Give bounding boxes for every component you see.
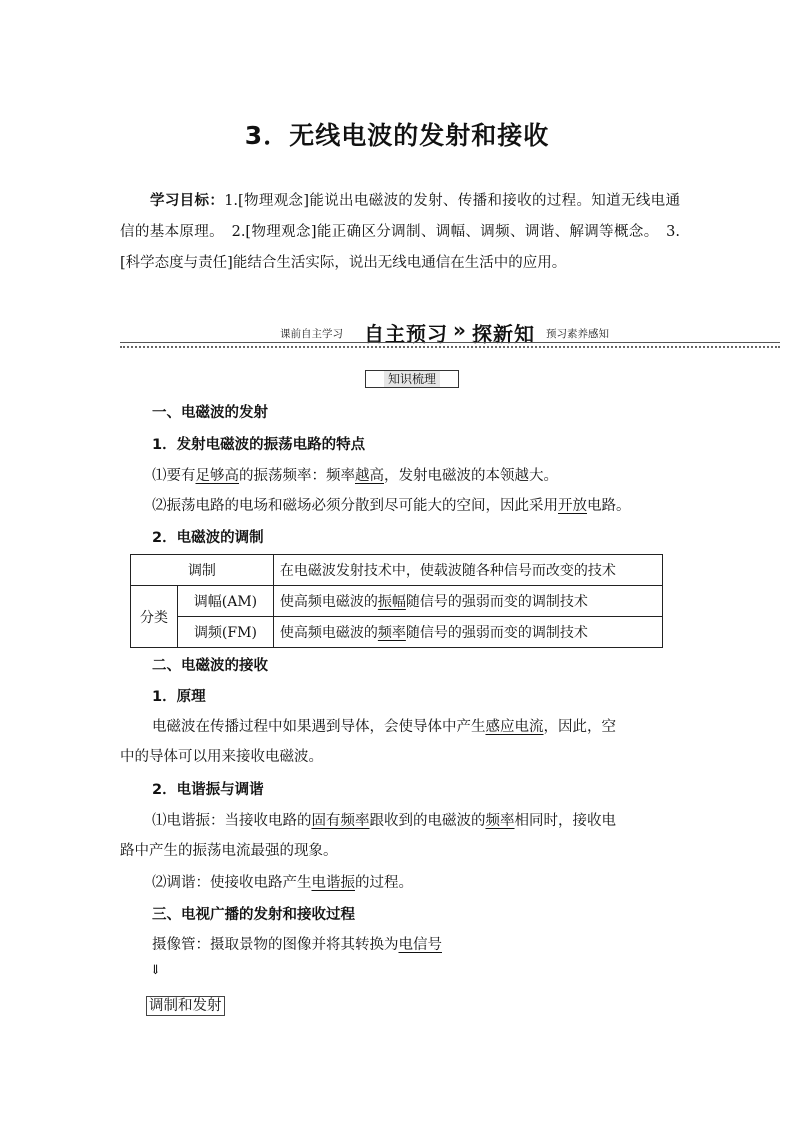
text: 随信号的强弱而变的调制技术 bbox=[405, 625, 588, 641]
text: ⑴电谐振：当接收电路的 bbox=[152, 813, 312, 829]
table-row bbox=[131, 617, 663, 648]
text: 电磁波在传播过程中如果遇到导体，会使导体中产生 bbox=[152, 719, 486, 735]
text: ⑵调谐：使接收电路产生 bbox=[152, 875, 312, 891]
banner-rule bbox=[120, 342, 780, 343]
answer-blank: 电信号 bbox=[398, 937, 442, 953]
text: 电路。 bbox=[587, 498, 631, 514]
table-row bbox=[131, 555, 663, 586]
down-arrow-icon: ⇓ bbox=[150, 963, 161, 978]
table-cell: 分类 bbox=[131, 586, 178, 648]
table-cell bbox=[273, 586, 662, 617]
modulation-table bbox=[130, 554, 663, 648]
banner-arrow-icon: » bbox=[453, 318, 467, 342]
page-title: 3．无线电波的发射和接收 bbox=[244, 121, 550, 150]
heading-reception: 二、电磁波的接收 bbox=[152, 658, 268, 674]
text: ，因此，空 bbox=[543, 719, 616, 735]
answer-blank: 固有频率 bbox=[311, 813, 370, 829]
answer-blank: 频率 bbox=[485, 813, 515, 829]
learning-goals bbox=[120, 186, 680, 279]
table-cell: 调幅(AM) bbox=[178, 586, 274, 617]
text: 的过程。 bbox=[355, 875, 413, 891]
learning-goals-label: 学习目标： bbox=[150, 193, 225, 209]
text: ⑴要有 bbox=[152, 468, 196, 484]
subheading-principle: 1．原理 bbox=[152, 689, 206, 705]
text: ⑵振荡电路的电场和磁场必须分散到尽可能大的空间，因此采用 bbox=[152, 498, 558, 514]
text: 跟收到的电磁波的 bbox=[369, 813, 486, 829]
text: 随信号的强弱而变的调制技术 bbox=[405, 594, 588, 610]
modulate-transmit-box: 调制和发射 bbox=[146, 996, 225, 1016]
text: ，发射电磁波的本领越大。 bbox=[384, 468, 558, 484]
answer-blank: 开放 bbox=[558, 498, 587, 514]
banner-dotted-rule bbox=[120, 346, 780, 348]
answer-blank: 频率 bbox=[377, 625, 406, 641]
banner-title-1: 自主预习 bbox=[364, 322, 448, 346]
text: 摄像管：摄取景物的图像并将其转换为 bbox=[152, 937, 399, 953]
table-cell bbox=[273, 617, 662, 648]
table-row bbox=[131, 586, 663, 617]
answer-blank: 足够高 bbox=[195, 468, 239, 484]
text: 使高频电磁波的 bbox=[279, 625, 378, 641]
text: 使高频电磁波的 bbox=[279, 594, 378, 610]
answer-blank: 电谐振 bbox=[311, 875, 355, 891]
principle-line-2: 中的导体可以用来接收电磁波。 bbox=[120, 749, 323, 765]
subheading-oscillator: 1．发射电磁波的振荡电路的特点 bbox=[152, 437, 366, 453]
tuning-line bbox=[152, 871, 413, 892]
section-tag-label: 知识梳理 bbox=[384, 371, 440, 387]
text: 的振荡频率：频率 bbox=[239, 468, 355, 484]
banner-right-caption: 预习素养感知 bbox=[546, 328, 609, 340]
principle-line-1 bbox=[152, 715, 616, 736]
heading-emission: 一、电磁波的发射 bbox=[152, 405, 268, 421]
text: 相同时，接收电 bbox=[514, 813, 616, 829]
subheading-resonance: 2．电谐振与调谐 bbox=[152, 782, 264, 798]
table-cell: 调制 bbox=[131, 555, 274, 586]
resonance-line-1 bbox=[152, 809, 616, 830]
heading-tv-broadcast: 三、电视广播的发射和接收过程 bbox=[152, 907, 355, 923]
answer-blank: 越高 bbox=[355, 468, 384, 484]
item-frequency bbox=[152, 464, 558, 485]
item-open-circuit bbox=[152, 494, 631, 515]
answer-blank: 感应电流 bbox=[485, 719, 544, 735]
banner-left-caption: 课前自主学习 bbox=[280, 328, 343, 340]
learning-goals-text: 1.[物理观念]能说出电磁波的发射、传播和接收的过程。知道无线电通信的基本原理。 2.[物理观念]能正确区分调制、调幅、调频、调谐、解调等概念。 3.[科学态度与责任]能结合生活实际，说出无线电通信在生活中的应用。 bbox=[120, 193, 681, 271]
section-banner bbox=[120, 318, 780, 348]
resonance-line-2: 路中产生的振荡电流最强的现象。 bbox=[120, 843, 338, 859]
section-tag bbox=[365, 370, 459, 388]
answer-blank: 振幅 bbox=[377, 594, 406, 610]
subheading-modulation: 2．电磁波的调制 bbox=[152, 530, 264, 546]
camera-tube-line bbox=[152, 933, 442, 954]
table-cell: 在电磁波发射技术中，使载波随各种信号而改变的技术 bbox=[273, 555, 662, 586]
table-cell: 调频(FM) bbox=[178, 617, 274, 648]
banner-title-2: 探新知 bbox=[472, 322, 535, 346]
